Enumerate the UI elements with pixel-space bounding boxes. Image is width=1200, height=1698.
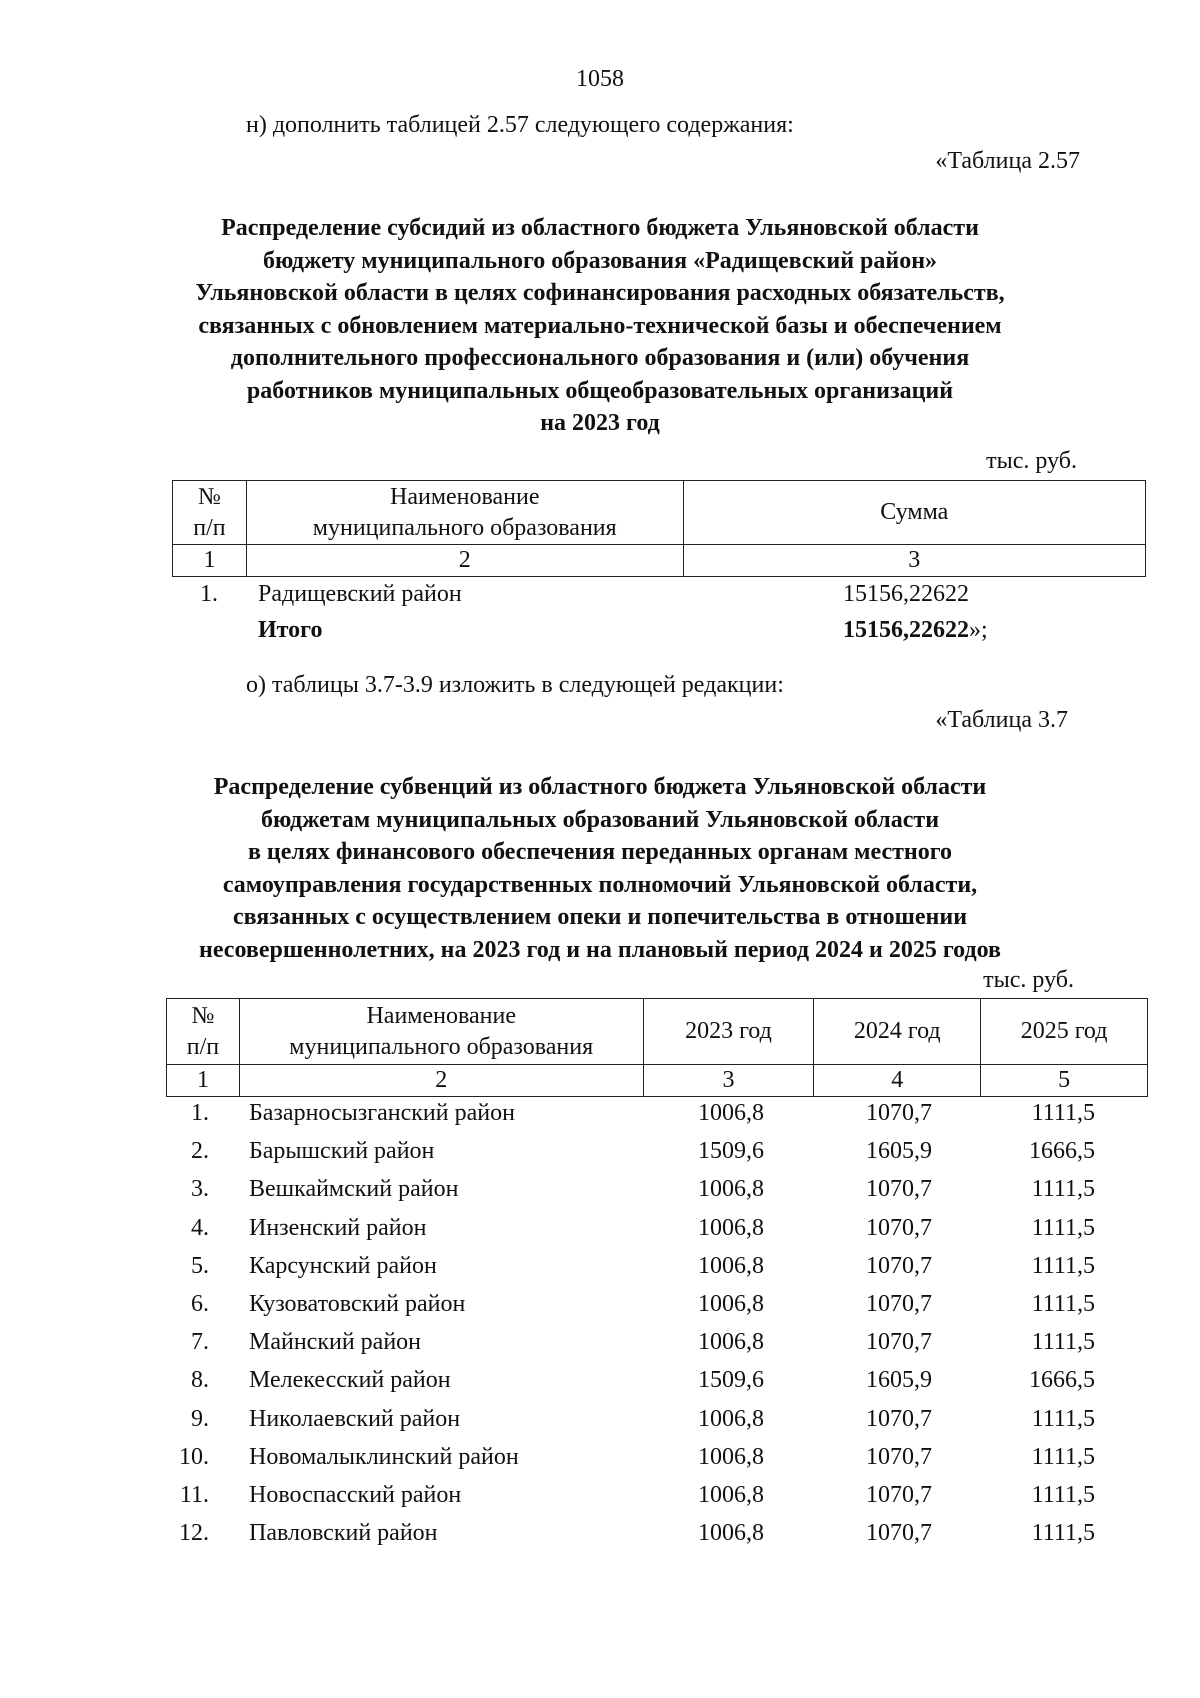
row-2023: 1509,6 [698,1367,764,1394]
col-number: 3 [683,545,1145,577]
row-2024: 1070,7 [866,1176,932,1203]
title-line: на 2023 год [540,410,660,436]
row-num: 7. [191,1329,209,1356]
title-line: бюджету муниципального образования «Радищевский район» [262,247,938,274]
header-2023: 2023 год [643,999,814,1065]
row-num: 11. [179,1482,209,1508]
row-2023: 1509,6 [698,1138,764,1165]
row-2025: 1111,5 [1031,1100,1095,1126]
header-num: № п/п [173,481,247,545]
table-row [0,581,1200,619]
row-name: Базарносызганский район [249,1100,515,1126]
row-2024: 1605,9 [866,1367,932,1394]
table-row [0,1253,1200,1291]
row-2025: 1111,5 [1031,1329,1095,1356]
row-2024: 1605,9 [866,1138,932,1165]
row-2023: 1006,8 [698,1482,764,1508]
row-2025: 1111,5 [1031,1443,1095,1470]
table-row [0,1100,1200,1138]
section-n-intro: н) дополнить таблицей 2.57 следующего содержания: [246,112,794,138]
row-2023: 1006,8 [698,1291,764,1317]
header-2024: 2024 год [814,999,981,1065]
row-name: Карсунский район [249,1252,437,1279]
row-name: Инзенский район [249,1214,427,1241]
title-line: Распределение субвенций из областного бюджета Ульяновской области [213,774,987,800]
table-2-57-header [172,480,1146,577]
total-label: Итого [258,617,323,643]
row-2024: 1070,7 [866,1443,932,1470]
row-sum: 15156,22622 [843,581,969,607]
row-num: 3. [191,1176,209,1203]
row-num: 5. [191,1252,209,1279]
title-line: дополнительного профессионального образования и (или) обучения [230,345,970,371]
row-2023: 1006,8 [698,1100,764,1126]
header-num: № п/п [167,999,240,1065]
table-row [0,1482,1200,1520]
row-num: 8. [191,1367,209,1394]
row-2025: 1111,5 [1031,1482,1095,1508]
row-2025: 1666,5 [1029,1138,1095,1165]
row-name: Майнский район [249,1329,422,1356]
row-num: 1. [191,1100,209,1126]
title-line: Ульяновской области в целях софинансирования расходных обязательств, [195,280,1005,306]
col-number: 2 [239,1065,643,1097]
row-num: 9. [191,1405,209,1432]
header-2025: 2025 год [981,999,1148,1065]
col-number: 4 [814,1065,981,1097]
table-3-7-label: «Таблица 3.7 [935,707,1068,733]
col-number: 5 [981,1065,1148,1097]
title-line: бюджетам муниципальных образований Ульяновской области [260,806,940,833]
row-2023: 1006,8 [698,1329,764,1356]
table-3-7-header [166,998,1148,1097]
table-row [0,1367,1200,1405]
table-row [0,1520,1200,1558]
row-num: 1. [200,581,218,607]
col-number: 3 [643,1065,814,1097]
table-row [0,1215,1200,1253]
row-2025: 1111,5 [1031,1520,1095,1547]
table-2-57-label: «Таблица 2.57 [935,148,1080,174]
row-2023: 1006,8 [698,1176,764,1203]
row-num: 6. [191,1291,209,1317]
row-name: Николаевский район [249,1405,461,1432]
row-2025: 1111,5 [1031,1176,1095,1203]
table-row [0,1329,1200,1367]
section-o-intro: о) таблицы 3.7-3.9 изложить в следующей редакции: [246,672,784,698]
col-number: 2 [246,545,683,577]
row-name: Павловский район [249,1520,438,1547]
col-number: 1 [167,1065,240,1097]
header-name: Наименование муниципального образования [246,481,683,545]
title-line: в целях финансового обеспечения переданных органам местного [247,839,953,865]
table-3-7-title [120,771,1080,966]
row-2025: 1666,5 [1029,1367,1095,1394]
row-2024: 1070,7 [866,1520,932,1547]
title-line: самоуправления государственных полномочий Ульяновской области, [222,871,978,898]
page-number: 1058 [576,66,624,92]
title-line: связанных с обновлением материально-технической базы и обеспечением [198,312,1002,339]
row-2025: 1111,5 [1031,1291,1095,1317]
title-line: работников муниципальных общеобразовательных организаций [246,377,954,404]
total-value: 15156,22622»; [843,617,988,643]
row-2024: 1070,7 [866,1252,932,1279]
row-2023: 1006,8 [698,1252,764,1279]
table-row [0,1138,1200,1176]
row-2023: 1006,8 [698,1405,764,1432]
header-name: Наименование муниципального образования [239,999,643,1065]
row-2023: 1006,8 [698,1520,764,1547]
row-2024: 1070,7 [866,1214,932,1241]
row-name: Кузоватовский район [249,1291,466,1317]
row-name: Вешкаймский район [249,1176,459,1203]
row-2023: 1006,8 [698,1214,764,1241]
col-number: 1 [173,545,247,577]
table-2-57-title [120,212,1080,440]
title-line: несовершеннолетних, на 2023 год и на плановый период 2024 и 2025 годов [199,936,1001,963]
row-name: Новомалыклинский район [249,1443,519,1470]
row-2025: 1111,5 [1031,1252,1095,1279]
row-name: Барышский район [249,1138,435,1165]
table-row [0,1291,1200,1329]
title-line: Распределение субсидий из областного бюджета Ульяновской области [221,215,979,241]
row-2024: 1070,7 [866,1291,932,1317]
total-row [0,617,1200,655]
table-row [0,1406,1200,1444]
header-sum: Сумма [683,481,1145,545]
row-num: 2. [191,1138,209,1165]
row-num: 4. [191,1214,209,1241]
row-num: 12. [179,1520,209,1547]
row-2024: 1070,7 [866,1405,932,1432]
row-num: 10. [179,1443,209,1470]
row-name: Мелекесский район [249,1367,451,1394]
row-2025: 1111,5 [1031,1214,1095,1241]
row-2024: 1070,7 [866,1329,932,1356]
row-2024: 1070,7 [866,1482,932,1508]
row-name: Новоспасский район [249,1482,462,1508]
title-line: связанных с осуществлением опеки и попечительства в отношении [232,904,968,930]
row-2025: 1111,5 [1031,1405,1095,1432]
table-2-57-units: тыс. руб. [986,448,1077,474]
row-2023: 1006,8 [698,1443,764,1470]
table-row [0,1444,1200,1482]
table-row [0,1176,1200,1214]
row-name: Радищевский район [258,581,462,607]
row-2024: 1070,7 [866,1100,932,1126]
table-3-7-units: тыс. руб. [983,967,1074,993]
